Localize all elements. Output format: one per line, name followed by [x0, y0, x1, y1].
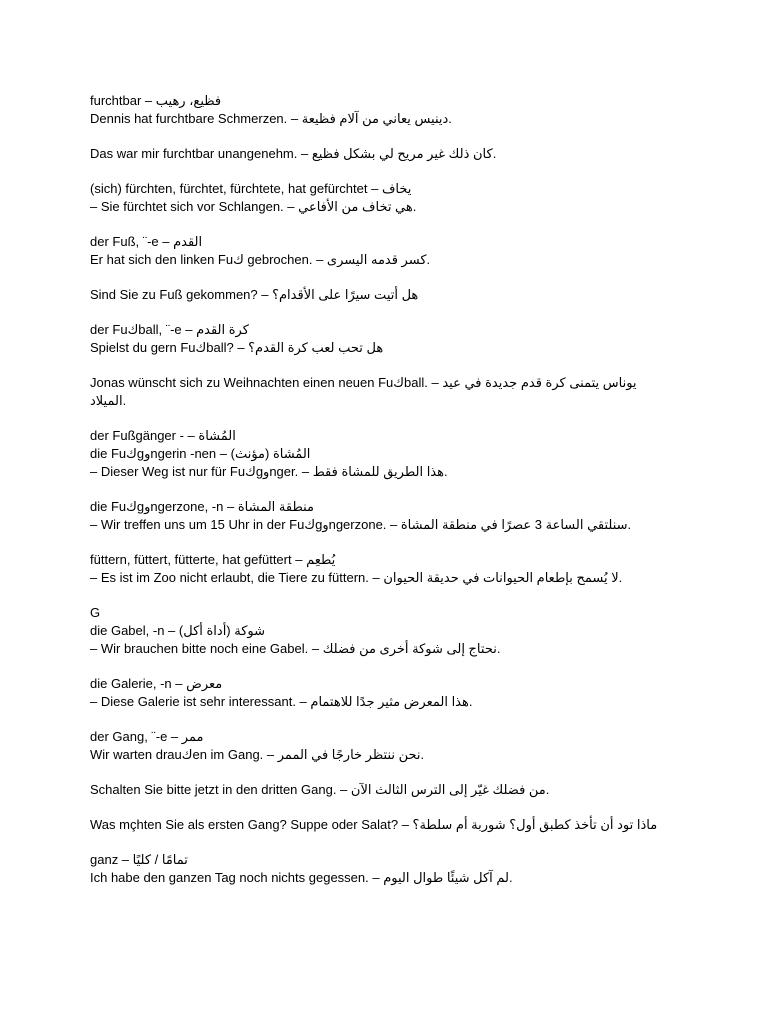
example-line: Das war mir furchtbar unangenehm. – كان ذلك غير مريح لي بشكل فظيع.	[90, 146, 497, 161]
entry-galerie	[90, 675, 690, 711]
entry-gang-course	[90, 816, 690, 834]
headword-line: der Fuß, ¨-e – القدم	[90, 234, 203, 249]
example-line: Jonas wünscht sich zu Weihnachten einen neuen Fuكball. – يوناس يتمنى كرة قدم جديدة في عيد الميلاد.	[90, 375, 637, 408]
headword-line: der Fußgänger - – المُشاة	[90, 428, 236, 443]
entry-gang-gear	[90, 781, 690, 799]
entry-fussgaengerzone	[90, 498, 690, 534]
entry-fuettern	[90, 551, 690, 587]
entry-fuss	[90, 233, 690, 269]
example-line: Ich habe den ganzen Tag noch nichts gegessen. – لم آكل شيئًا طوال اليوم.	[90, 870, 513, 885]
entry-zu-fuss	[90, 286, 690, 304]
example-line: – Es ist im Zoo nicht erlaubt, die Tiere zu füttern. – لا يُسمح بإطعام الحيوانات في حديقة الحيوان.	[90, 570, 623, 585]
headword-line: die Galerie, -n – معرض	[90, 676, 223, 691]
example-line: – Dieser Weg ist nur für Fuكgوnger. – هذا الطريق للمشاة فقط.	[90, 464, 448, 479]
entry-gang	[90, 728, 690, 764]
example-line: – Diese Galerie ist sehr interessant. – هذا المعرض مثير جدًا للاهتمام.	[90, 694, 473, 709]
example-line: Er hat sich den linken Fuك gebrochen. – كسر قدمه اليسرى.	[90, 252, 431, 267]
headword-line: furchtbar – فظيع، رهيب	[90, 93, 222, 108]
headword-line: füttern, füttert, fütterte, hat gefüttert – يُطعِم	[90, 552, 336, 567]
example-line: Schalten Sie bitte jetzt in den dritten Gang. – من فضلك غيّر إلى الترس الثالث الآن.	[90, 782, 550, 797]
entry-gabel	[90, 604, 690, 658]
entry-fuerchten	[90, 180, 690, 216]
section-letter: G	[90, 605, 101, 620]
headword-line: die Fuكgوngerzone, -n – منطقة المشاة	[90, 499, 314, 514]
example-line: Wir warten drauكen im Gang. – نحن ننتظر خارجًا في الممر.	[90, 747, 425, 762]
headword-line: der Fuكball, ¨-e – كرة القدم	[90, 322, 249, 337]
example-line: Spielst du gern Fuكball? – هل تحب لعب كرة القدم؟	[90, 340, 384, 355]
headword-line: der Gang, ¨-e – ممر	[90, 729, 204, 744]
headword-line: die Gabel, -n – شوكة (أداة أكل)	[90, 623, 266, 638]
example-line: Dennis hat furchtbare Schmerzen. – دينيس يعاني من آلام فظيعة.	[90, 111, 452, 126]
headword-line: (sich) fürchten, fürchtet, fürchtete, hat gefürchtet – يخاف	[90, 181, 412, 196]
example-line: – Sie fürchtet sich vor Schlangen. – هي تخاف من الأفاعي.	[90, 199, 417, 214]
entry-furchtbar-example	[90, 145, 690, 163]
headword-line: ganz – تمامًا / كليًا	[90, 852, 188, 867]
document-page	[90, 92, 690, 904]
entry-fussball	[90, 321, 690, 357]
example-line: Was mçhten Sie als ersten Gang? Suppe oder Salat? – ماذا تود أن تأخذ كطبق أول؟ شوربة أم سلطة؟	[90, 817, 658, 832]
example-line: – Wir brauchen bitte noch eine Gabel. – نحتاج إلى شوكة أخرى من فضلك.	[90, 641, 501, 656]
entry-furchtbar	[90, 92, 690, 128]
headword-line: die Fuكgوngerin -nen – المُشاة (مؤنث)	[90, 446, 311, 461]
example-line: Sind Sie zu Fuß gekommen? – هل أتيت سيرًا على الأقدام؟	[90, 287, 419, 302]
entry-ganz	[90, 851, 690, 887]
example-line: – Wir treffen uns um 15 Uhr in der Fuكgوngerzone. – سنلتقي الساعة 3 عصرًا في منطقة المشاة.	[90, 517, 632, 532]
entry-fussball-example	[90, 374, 690, 410]
entry-fussgaenger	[90, 427, 690, 481]
